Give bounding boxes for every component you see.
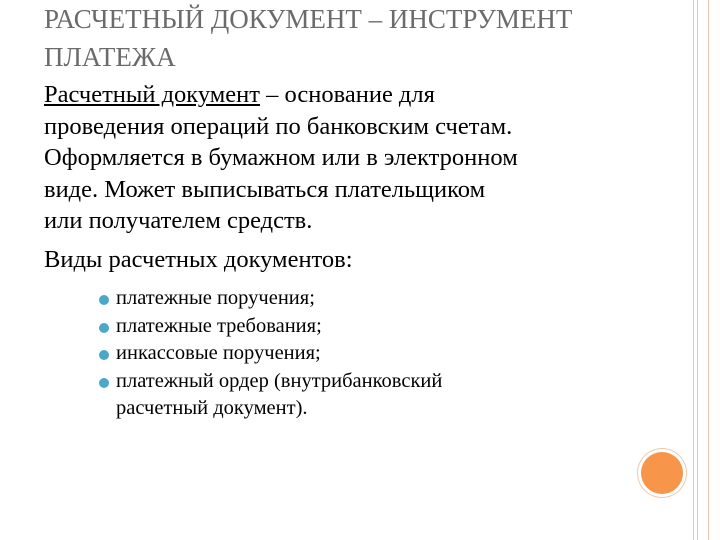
definition-line-1-rest: – основание для: [260, 81, 435, 108]
definition-line-3: Оформляется в бумажном или в электронном: [44, 144, 518, 171]
decorative-border-line: [708, 0, 709, 540]
decorative-border-line: [697, 0, 698, 540]
list-item-text-continued: расчетный документ).: [116, 397, 308, 419]
definition-term: Расчетный документ: [44, 81, 260, 108]
slide-title-line-1: РАСЧЕТНЫЙ ДОКУМЕНТ – ИНСТРУМЕНТ: [44, 4, 573, 34]
definition-line-2: проведения операций по банковским счетам.: [44, 112, 513, 140]
slide-body: [44, 79, 684, 423]
list-item-text: инкассовые поручения;: [116, 342, 321, 364]
definition-line-4: виде. Может выписываться плательщиком: [44, 175, 486, 203]
list-item-text: платежные поручения;: [116, 287, 315, 309]
definition-line-5: или получателем средств.: [44, 207, 313, 234]
types-list: [44, 285, 684, 423]
list-item: [44, 368, 684, 423]
bullet-icon: [99, 295, 109, 305]
definition-paragraph: [44, 79, 684, 237]
list-item-text: платежные требования;: [116, 314, 322, 337]
orange-circle-decoration: [641, 452, 683, 494]
slide-title: [44, 0, 684, 76]
list-item: [44, 340, 684, 368]
bullet-icon: [99, 378, 109, 388]
definition-line-1: [44, 79, 684, 111]
decorative-border-line: [693, 0, 694, 540]
bullet-icon: [99, 323, 109, 333]
list-item: [44, 285, 684, 313]
types-heading: Виды расчетных документов:: [44, 245, 353, 273]
slide-title-line-2: ПЛАТЕЖА: [44, 42, 176, 72]
bullet-icon: [99, 350, 109, 360]
list-item: [44, 313, 684, 341]
list-item-text: платежный ордер (внутрибанковский: [116, 369, 443, 392]
